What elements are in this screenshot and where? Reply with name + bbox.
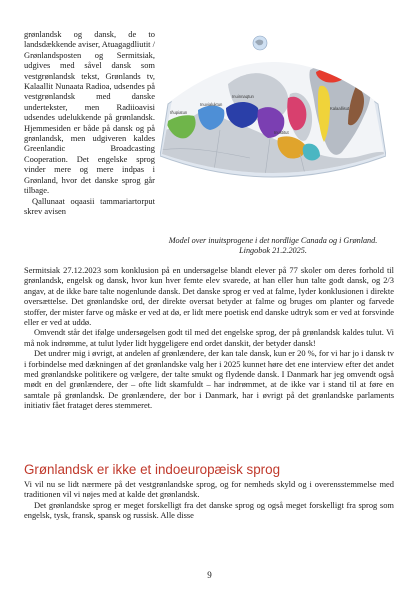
body-paragraph-2: Omvendt står det ifølge undersøgelsen godt til med det engelske sprog, der på grønlandsk kaldes tulut. Vi må nok indrømme, at tulut lyder lidt hyggeligere end ordet danskit, der betyder dansk! bbox=[24, 327, 394, 348]
language-map bbox=[160, 34, 386, 232]
body-paragraph-1: Sermitsiak 27.12.2023 som konklusion på en undersøgelse blandt elever på 77 skoler om deres forhold til grønlandsk, engelsk og dansk, hvor kun hver femte elev svarede, at han eller hun talte godt dansk, og 2/3 angav, at de ikke bare talte nogenlunde dansk. Det danske sprog er ved at falme, lyder konklusionen i direkte oversættelse. Det grønlandske ord, der direkte oversat betyder at falme og bruges om planter og farvede stoffer, der mister farve og måske er ved at dø, er lidt mere poetisk end danske udtryk som er ved at forsvinde eller er ved at uddø. bbox=[24, 265, 394, 328]
language-map-figure bbox=[160, 34, 386, 232]
body-paragraph-3: Det undrer mig i øvrigt, at andelen af grønlændere, der kan tale dansk, kun er 20 %, for vi har jo i dansk tv i forbindelse med dækningen af det grønlandske valg her i 2025 kunnet høre det ene interview efter det andet med grønlandske politikere og vælgere, der talte smukt og flydende dansk. I Danmark har jeg omvendt også mødt en del grønlændere, der – ofte lidt skamfuldt – har indrømmet, at de ikke var i stand til at føre en samtale på grønlandsk. De grønlændere, der bor i Danmark, har i øvrigt på det grønlandske parlaments initiativ fået frataget deres stemmeret. bbox=[24, 348, 394, 411]
section-paragraph-2: Det grønlandske sprog er meget forskelligt fra det danske sprog og også meget forskelligt fra sprog som engelsk, tysk, fransk, spansk og russisk. Alle disse bbox=[24, 499, 394, 521]
left-paragraph-1: grønlandsk og dansk, de to landsdækkende aviser, Atuagagdliutit / Grønlandsposten og Sermitsiak, udgives med såvel dansk som vestgrønlandsk tekst, Grønlands tv, Kalaallit Nunaata Radioa, udsendes på vestgrønlandsk med danske undertekster, men Radiioavisi udsendes udelukkende på grønlandsk. Hjemmesiden er både på dansk og på grønlandsk, men udgiveren kaldes Greenlandic Broadcasting Cooperation. Det engelske sprog vinder mere og mere indpas i Grønland, hvor det danske sprog går tilbage. bbox=[24, 29, 155, 196]
full-width-text bbox=[24, 265, 394, 411]
label-inuvialuktun: Inuvialuktun bbox=[200, 102, 223, 107]
label-inuinnaqtun: Inuinnaqtun bbox=[232, 94, 254, 99]
page-number: 9 bbox=[207, 570, 212, 580]
section-paragraph-1: Vi vil nu se lidt nærmere på det vestgrønlandske sprog, og for nemheds skyld og i overensstemmelse med traditionen vil vi nøjes med at kalde det grønlandsk. bbox=[24, 479, 394, 500]
left-column-text bbox=[24, 29, 155, 216]
section-heading: Grønlandsk er ikke et indoeuropæisk sprog bbox=[24, 462, 281, 477]
figure-caption: Model over inuitsprogene i det nordlige Canada og i Grønland. Lingobok 21.2.2025. bbox=[168, 236, 378, 256]
label-inupiatun: Iñupiatun bbox=[170, 110, 188, 115]
label-inuktitut: Inuktitut bbox=[274, 130, 289, 135]
section-text bbox=[24, 479, 394, 521]
label-kalaallisut: Kalaallisut bbox=[330, 106, 350, 111]
left-paragraph-2: Qallunaat oqaasii tammariartorput skrev avisen bbox=[24, 195, 155, 216]
